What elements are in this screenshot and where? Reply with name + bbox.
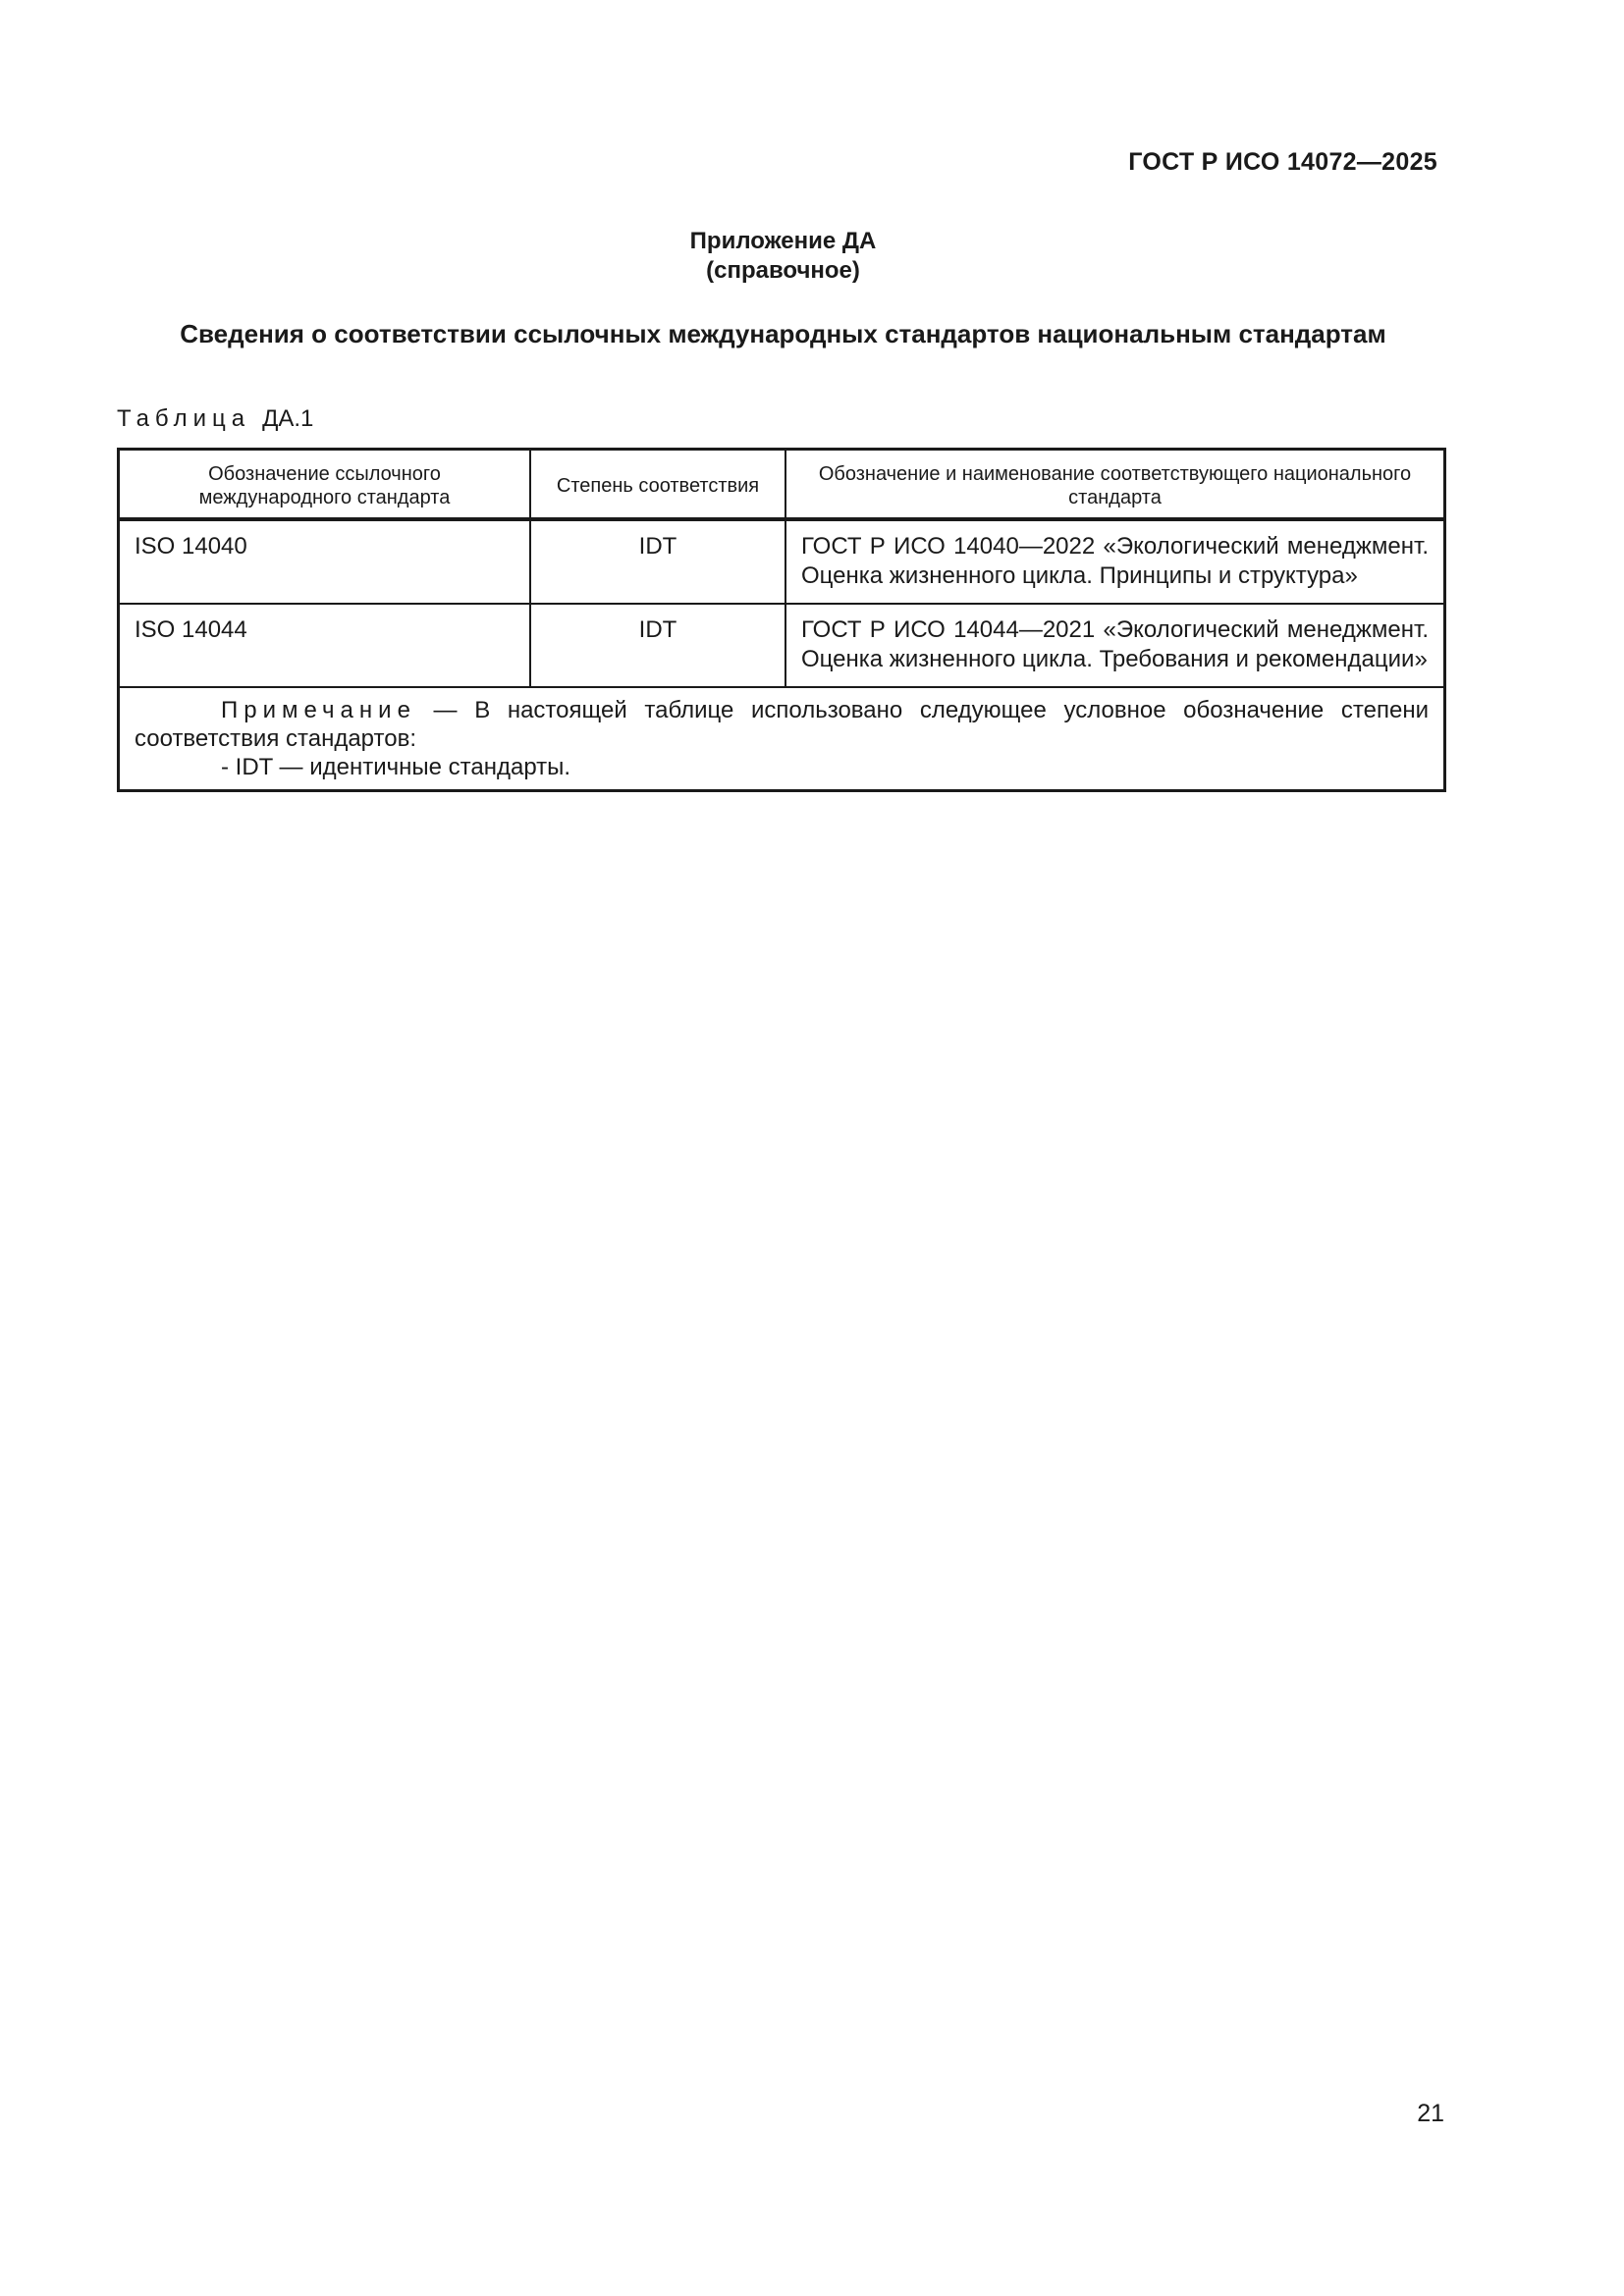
national-standard-cell: ГОСТ Р ИСО 14040—2022 «Экологический менеджмент. Оценка жизненного цикла. Принципы и структура» — [785, 519, 1445, 604]
table-note — [119, 687, 1445, 791]
table-header-row — [119, 450, 1445, 520]
page-number: 21 — [1417, 2100, 1444, 2127]
annex-heading: Сведения о соответствии ссылочных международных стандартов национальным стандартам — [180, 319, 1386, 348]
table-note-row — [119, 687, 1445, 791]
column-header-degree: Степень соответствия — [530, 450, 785, 520]
column-header-reference: Обозначение ссылочного международного стандарта — [119, 450, 531, 520]
table-caption-word: Таблица — [117, 405, 251, 432]
standards-table — [117, 448, 1446, 792]
note-text: — В настоящей таблице использовано следующее условное обозначение степени соответствия стандартов: — [135, 697, 1429, 752]
table-row — [119, 604, 1445, 687]
table-caption — [117, 405, 313, 433]
note-label: Примечание — [221, 697, 416, 723]
reference-standard-cell: ISO 14044 — [119, 604, 531, 687]
document-code: ГОСТ Р ИСО 14072—2025 — [1128, 148, 1437, 176]
national-standard-cell: ГОСТ Р ИСО 14044—2021 «Экологический менеджмент. Оценка жизненного цикла. Требования и рекомендации» — [785, 604, 1445, 687]
note-list-item: - IDT — идентичные стандарты. — [221, 754, 571, 780]
reference-standard-cell: ISO 14040 — [119, 519, 531, 604]
annex-title: Приложение ДА — [689, 228, 877, 254]
note-paragraph — [135, 696, 1429, 753]
degree-cell: IDT — [530, 604, 785, 687]
column-header-national: Обозначение и наименование соответствующего национального стандарта — [785, 450, 1445, 520]
table-row — [119, 519, 1445, 604]
degree-cell: IDT — [530, 519, 785, 604]
annex-header — [0, 227, 1566, 286]
annex-status: (справочное) — [706, 257, 860, 284]
table-caption-number: ДА.1 — [262, 405, 314, 432]
